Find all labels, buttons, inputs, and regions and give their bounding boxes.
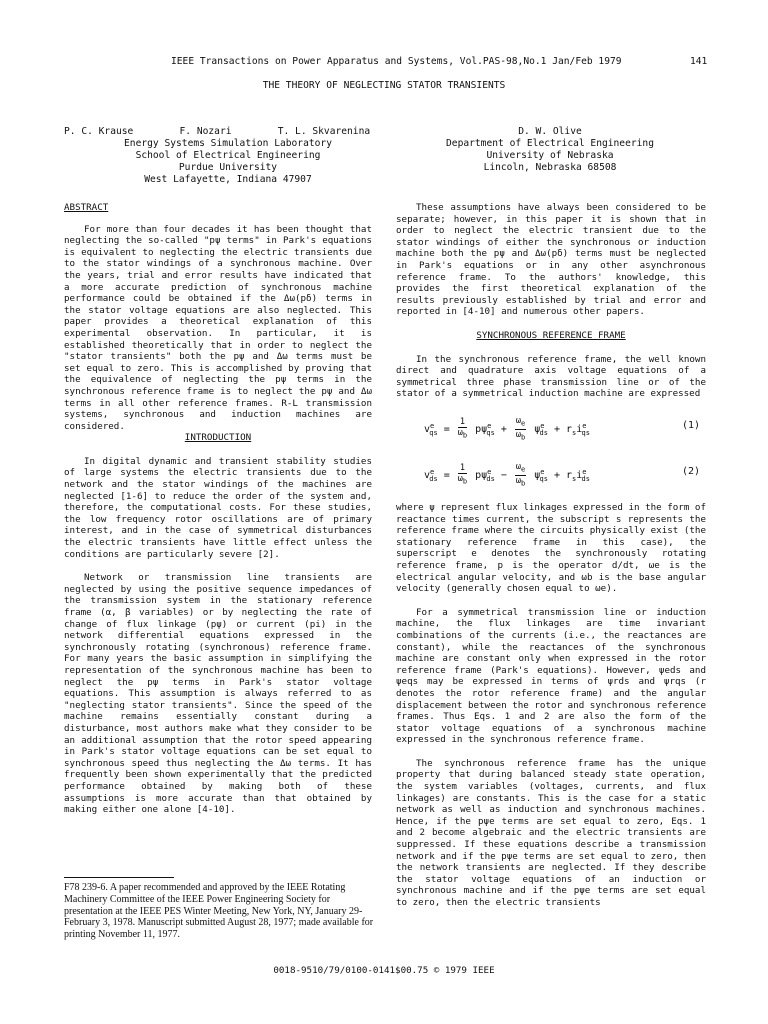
srf-paragraph: The synchronous reference frame has the unique property that during balanced steady state operation, the system variables (voltages, currents, and flux linkages) are constants. This is the case for a static network as well as induction and synchronous machines. Hence, if the pψe terms are set equal to zero, Eqs. 1 and 2 become algebraic and the electric transients are suppressed. If these equations describe a transmission network and if the pψe terms are set equal to zero, then the network transients are neglected. If they describe the stator voltage equations of an induction or synchronous machine and if the pψe terms are set equal to zero, then the electric transients: [396, 757, 706, 908]
page-number: 141: [690, 56, 708, 67]
left-column: [64, 202, 372, 816]
right-column-top: [396, 202, 706, 400]
affiliation-line: Lincoln, Nebraska 68508: [483, 162, 617, 173]
srf-paragraph: For a symmetrical transmission line or induction machine, the flux linkages are time invariant combinations of the currents (i.e., the reactances are constant), while the reactances of the synchronous machine are constant only when expressed in the rotor reference frame (Park's equations). However, ψeds and ψeqs may be expressed in terms of ψrds and ψrqs (r denotes the rotor reference frame) and the angular displacement between the rotor and synchronous reference frames. Thus Eqs. 1 and 2 are also the form of the stator voltage equations of a synchronous machine expressed in the synchronous reference frame.: [396, 606, 706, 746]
author-names: P. C. Krause F. Nozari T. L. Skvarenina: [64, 126, 371, 137]
authors-right-block: [400, 126, 700, 174]
right-intro-paragraph: These assumptions have always been considered to be separate; however, in this paper it is shown that in order to neglect the electric transient due to the stator windings of either the synchronous or induction machine both the pψ and Δω(pδ) terms must be neglected in Park's equations or in any other asynchronous reference frame. To the authors' knowledge, this provides the first theoretical explanation of the results previously established by trial and error and reported in [4-10] and numerous other papers.: [396, 202, 706, 318]
srf-paragraph: In the synchronous reference frame, the well known direct and quadrature axis voltage equations of a symmetrical three phase transmission line or of the stator of a symmetrical induction machine are expressed: [396, 353, 706, 400]
affiliation-line: School of Electrical Engineering: [135, 150, 321, 161]
journal-citation: IEEE Transactions on Power Apparatus and Systems, Vol.PAS-98,No.1 Jan/Feb 1979: [171, 56, 622, 67]
equation-2-body: $v^e_{ds}$ = $\frac{1}{\omega_b}$ $p\psi^e_{ds}$ − $\frac{\omega_e}{\omega_b}$ $\psi^e_{qs} + r_si^e_{ds}$: [424, 462, 590, 488]
equation-1: [396, 410, 706, 446]
affiliation-line: University of Nebraska: [486, 150, 614, 161]
affiliation-line: Energy Systems Simulation Laboratory: [124, 138, 332, 149]
paper-title: THE THEORY OF NEGLECTING STATOR TRANSIENTS: [262, 80, 506, 91]
intro-paragraph: In digital dynamic and transient stability studies of large systems the electric transients due to the network and the stator windings of the machines are neglected [1-6] to reduce the order of the system and, therefore, the computational costs. For these studies, the low frequency rotor oscillations are of primary interest, and in the case of symmetrical disturbances the electric transients have little effect unless the conditions are particularly severe [2].: [64, 455, 372, 560]
copyright-footer: 0018-9510/79/0100-0141$00.75 © 1979 IEEE: [273, 965, 495, 976]
affiliation-line: Purdue University: [178, 162, 278, 173]
affiliation-line: Department of Electrical Engineering: [446, 138, 654, 149]
intro-paragraph: Network or transmission line transients are neglected by using the positive sequence impedances of the transmission system in the stationary reference frame (α, β variables) or by neglecting the rate of change of flux linkage (pψ) or current (pi) in the network differential equations expressed in the synchronously rotating (synchronous) reference frame. For many years the basic assumption in simplifying the representation of the synchronous machine has been to neglect the pψ terms in Park's stator voltage equations. This assumption is always referred to as "neglecting stator transients". Since the speed of the machine remains essentially constant during a disturbance, most authors make what they consider to be an additional assumption that the rotor speed appearing in Park's stator voltage equations can be set equal to synchronous speed thus neglecting the Δω terms. It has frequently been shown experimentally that the predicted performance obtained by making both of these assumptions is more accurate than that obtained by making either one alone [4-10].: [64, 572, 372, 816]
srf-paragraph: where ψ represent flux linkages expressed in the form of reactance times current, the subscript s represents the reference frame where the circuits physically exist (the stationary reference frame in this case), the superscript e denotes the synchronously rotating reference frame, p is the operator d/dt, ωe is the electrical angular velocity, and ωb is the base angular velocity (generally chosen equal to ωe).: [396, 502, 706, 595]
footnote: F78 239-6. A paper recommended and approved by the IEEE Rotating Machinery Committee of the IEEE Power Engineering Society for presentation at the IEEE PES Winter Meeting, New York, NY, January 29-February 3, 1978. Manuscript submitted August 28, 1977; made available for printing November 11, 1977.: [64, 882, 374, 941]
equation-2: [396, 456, 706, 492]
abstract-heading: ABSTRACT: [64, 202, 109, 213]
affiliation-line: West Lafayette, Indiana 47907: [144, 174, 312, 185]
footnote-rule: [64, 877, 174, 878]
abstract-text: For more than four decades it has been thought that neglecting the so-called "pψ terms" in Park's equations is equivalent to neglecting the electric transients due to the stator windings of a synchronous machine. Over the years, trial and error results have indicated that a more accurate prediction of synchronous machine performance could be obtained if the Δω(pδ) terms in the stator voltage equations are also neglected. This paper provides a theoretical explanation of this experimental observation. In particular, it is established theoretically that in order to neglect the "stator transients" both the pψ and Δω terms must be set equal to zero. This is accomplished by proving that the equivalence of neglecting the pψ terms in the synchronous reference frame is to neglect the pψ and Δω terms in all other reference frames. R-L transmission systems, synchronous and induction machines are considered.: [64, 223, 372, 432]
introduction-heading: INTRODUCTION: [184, 432, 252, 444]
equation-number: (2): [681, 466, 700, 477]
srf-heading: SYNCHRONOUS REFERENCE FRAME: [476, 329, 626, 341]
equation-1-body: $v^e_{qs}$ = $\frac{1}{\omega_b}$ $p\psi^e_{qs}$ + $\frac{\omega_e}{\omega_b}$ $\psi^e_{ds} + r_si^e_{qs}$: [424, 416, 590, 442]
authors-left-block: [64, 126, 384, 186]
equation-number: (1): [681, 420, 700, 431]
right-column-bottom: [396, 502, 706, 909]
affiliation-left: [72, 138, 384, 186]
author-name: D. W. Olive: [518, 126, 582, 137]
